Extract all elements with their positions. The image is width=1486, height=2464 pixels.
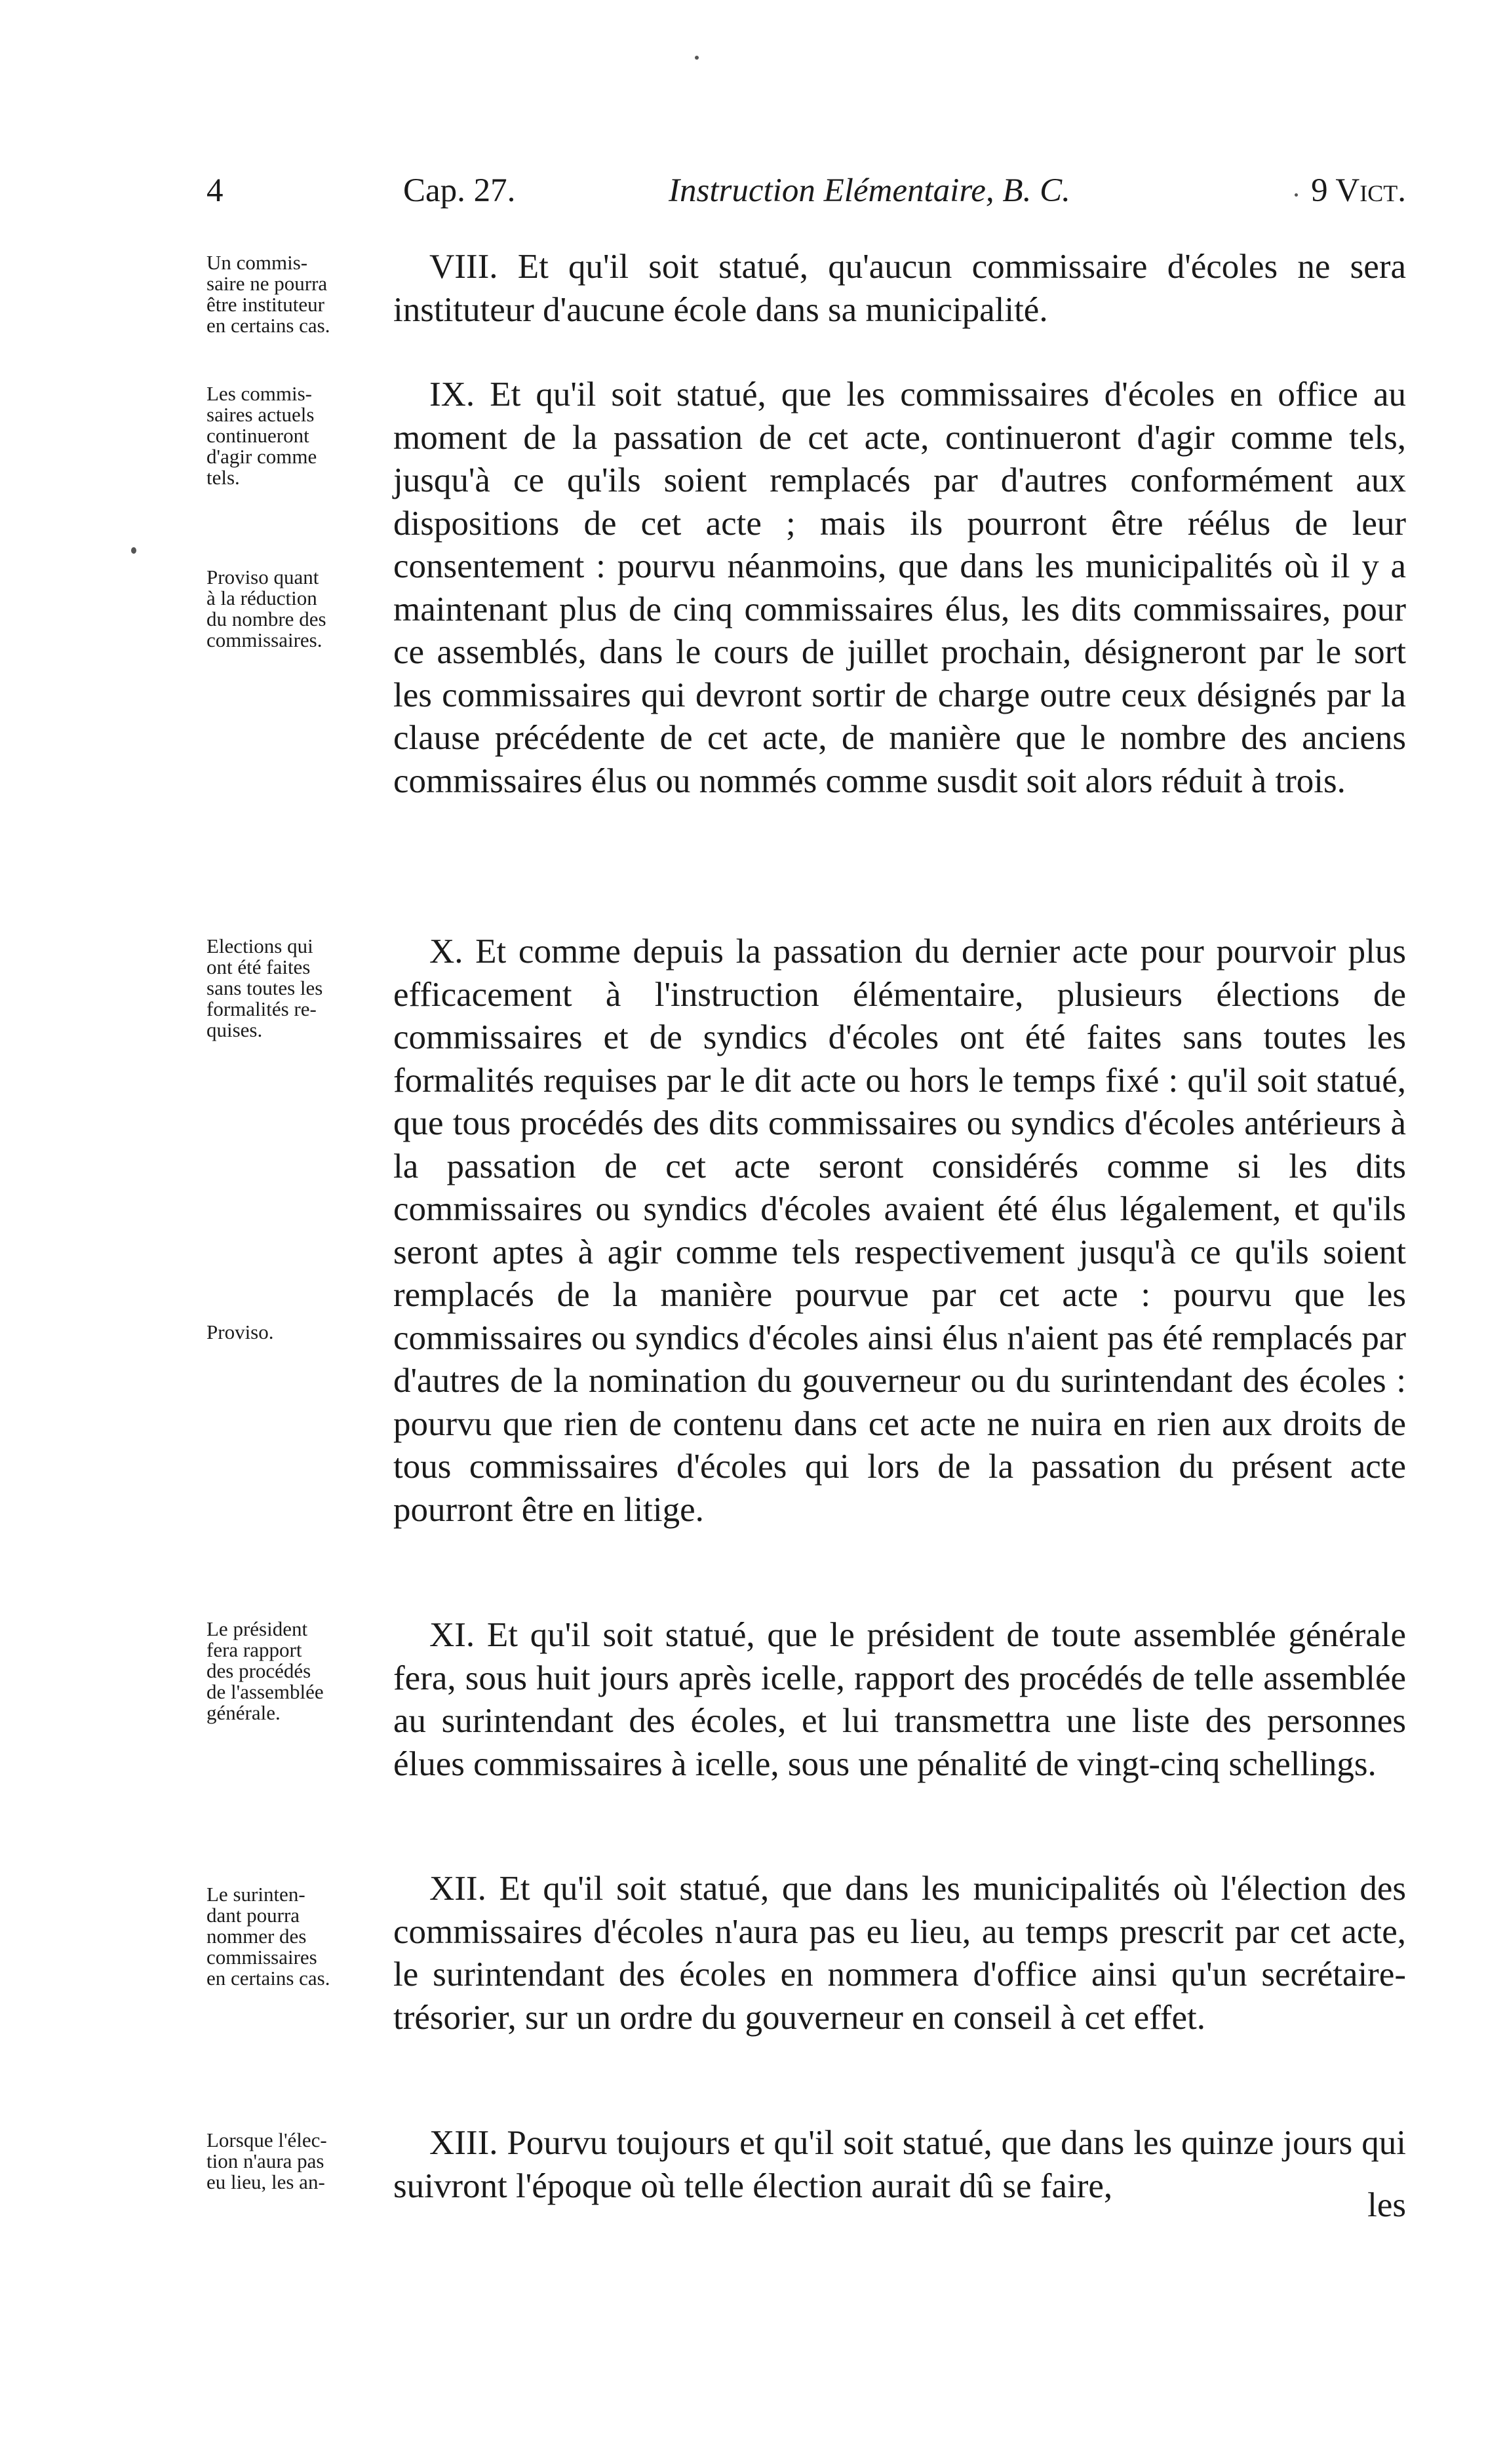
margin-note-viii: Un commis- saire ne pourra être instituteur en certains cas. (206, 251, 330, 337)
section-xi (393, 1614, 1406, 1786)
margin-note-x: Elections qui ont été faites sans toutes les formalités re- quises. (206, 934, 323, 1041)
print-speck (695, 56, 699, 60)
page-number: 4 (206, 172, 224, 209)
print-speck (131, 547, 136, 554)
section-text: XIII. Pourvu toujours et qu'il soit statué, que dans les quinze jours qui suivront l'époque où telle élection aurait dû se faire, (393, 2124, 1406, 2205)
section-xii (393, 1868, 1406, 2039)
margin-note-xiii: Lorsque l'élec- tion n'aura pas eu lieu, les an- (206, 2128, 327, 2193)
catchword: les (1367, 2186, 1406, 2224)
section-text: XII. Et qu'il soit statué, que dans les municipalités où l'élection des commissaires d'écoles n'aura pas eu lieu, au temps prescrit par cet acte, le surintendant des écoles en nommera d'office ainsi qu'un secrétaire-trésorier, sur un ordre du gouverneur en conseil à cet effet. (393, 1870, 1406, 2037)
regnal-year: 9 Vict. (1311, 172, 1406, 209)
section-text: VIII. Et qu'il soit statué, qu'aucun commissaire d'écoles ne sera instituteur d'aucune école dans sa municipalité. (393, 248, 1406, 329)
running-header (206, 172, 1406, 224)
margin-note-x-proviso: Proviso. (206, 1320, 274, 1343)
print-speck (1295, 193, 1298, 197)
running-title: Instruction Elémentaire, B. C. (669, 172, 1070, 209)
margin-note-ix: Les commis- saires actuels continueront d'agir comme tels. (206, 382, 317, 489)
margin-note-ix-proviso: Proviso quant à la réduction du nombre des commissaires. (206, 566, 326, 651)
chapter-label: Cap. 27. (403, 172, 516, 209)
section-text: X. Et comme depuis la passation du dernier acte pour pourvoir plus efficacement à l'instruction élémentaire, plusieurs élections de commissaires et de syndics d'écoles ont été faites sans toutes les formalités requises par le dit acte ou hors le temps fixé : qu'il soit statué, que tous procédés des dits commissaires ou syndics d'écoles antérieurs à la passation de cet acte seront considérés comme si les dits commissaires ou syndics d'écoles avaient été élus légalement, et qu'ils seront aptes à agir comme tels respectivement jusqu'à ce qu'ils soient remplacés de la manière pourvue par cet acte : pourvu que les commissaires ou syndics d'écoles ainsi élus n'aient pas été remplacés par d'autres de la nomination du gouverneur ou du surintendant des écoles : pourvu que rien de contenu dans cet acte ne nuira en rien aux droits de tous commissaires d'écoles qui lors de la passation du présent acte pourront être en litige. (393, 933, 1406, 1529)
margin-note-xi: Le président fera rapport des procédés de l'assemblée générale. (206, 1617, 324, 1724)
section-viii (393, 246, 1406, 332)
section-ix (393, 374, 1406, 803)
margin-note-xii: Le surinten- dant pourra nommer des commissaires en certains cas. (206, 1883, 330, 1990)
section-x (393, 931, 1406, 1531)
section-text: XI. Et qu'il soit statué, que le président de toute assemblée générale fera, sous huit jours après icelle, rapport des procédés de telle assemblée au surintendant des écoles, et lui transmettra une liste des personnes élues commissaires à icelle, sous une pénalité de vingt-cinq schellings. (393, 1616, 1406, 1783)
section-xiii (393, 2122, 1406, 2208)
section-text: IX. Et qu'il soit statué, que les commissaires d'écoles en office au moment de la passation de cet acte, continueront d'agir comme tels, jusqu'à ce qu'ils soient remplacés par d'autres conformément aux dispositions de cet acte ; mais ils pourront être réélus de leur consentement : pourvu néanmoins, que dans les municipalités où il y a maintenant plus de cinq commissaires élus, les dits commissaires, pour ce assemblés, dans le cours de juillet prochain, désigneront par le sort les commissaires qui devront sortir de charge outre ceux désignés par la clause précédente de cet acte, de manière que le nombre des anciens commissaires élus ou nommés comme susdit soit alors réduit à trois. (393, 375, 1406, 800)
